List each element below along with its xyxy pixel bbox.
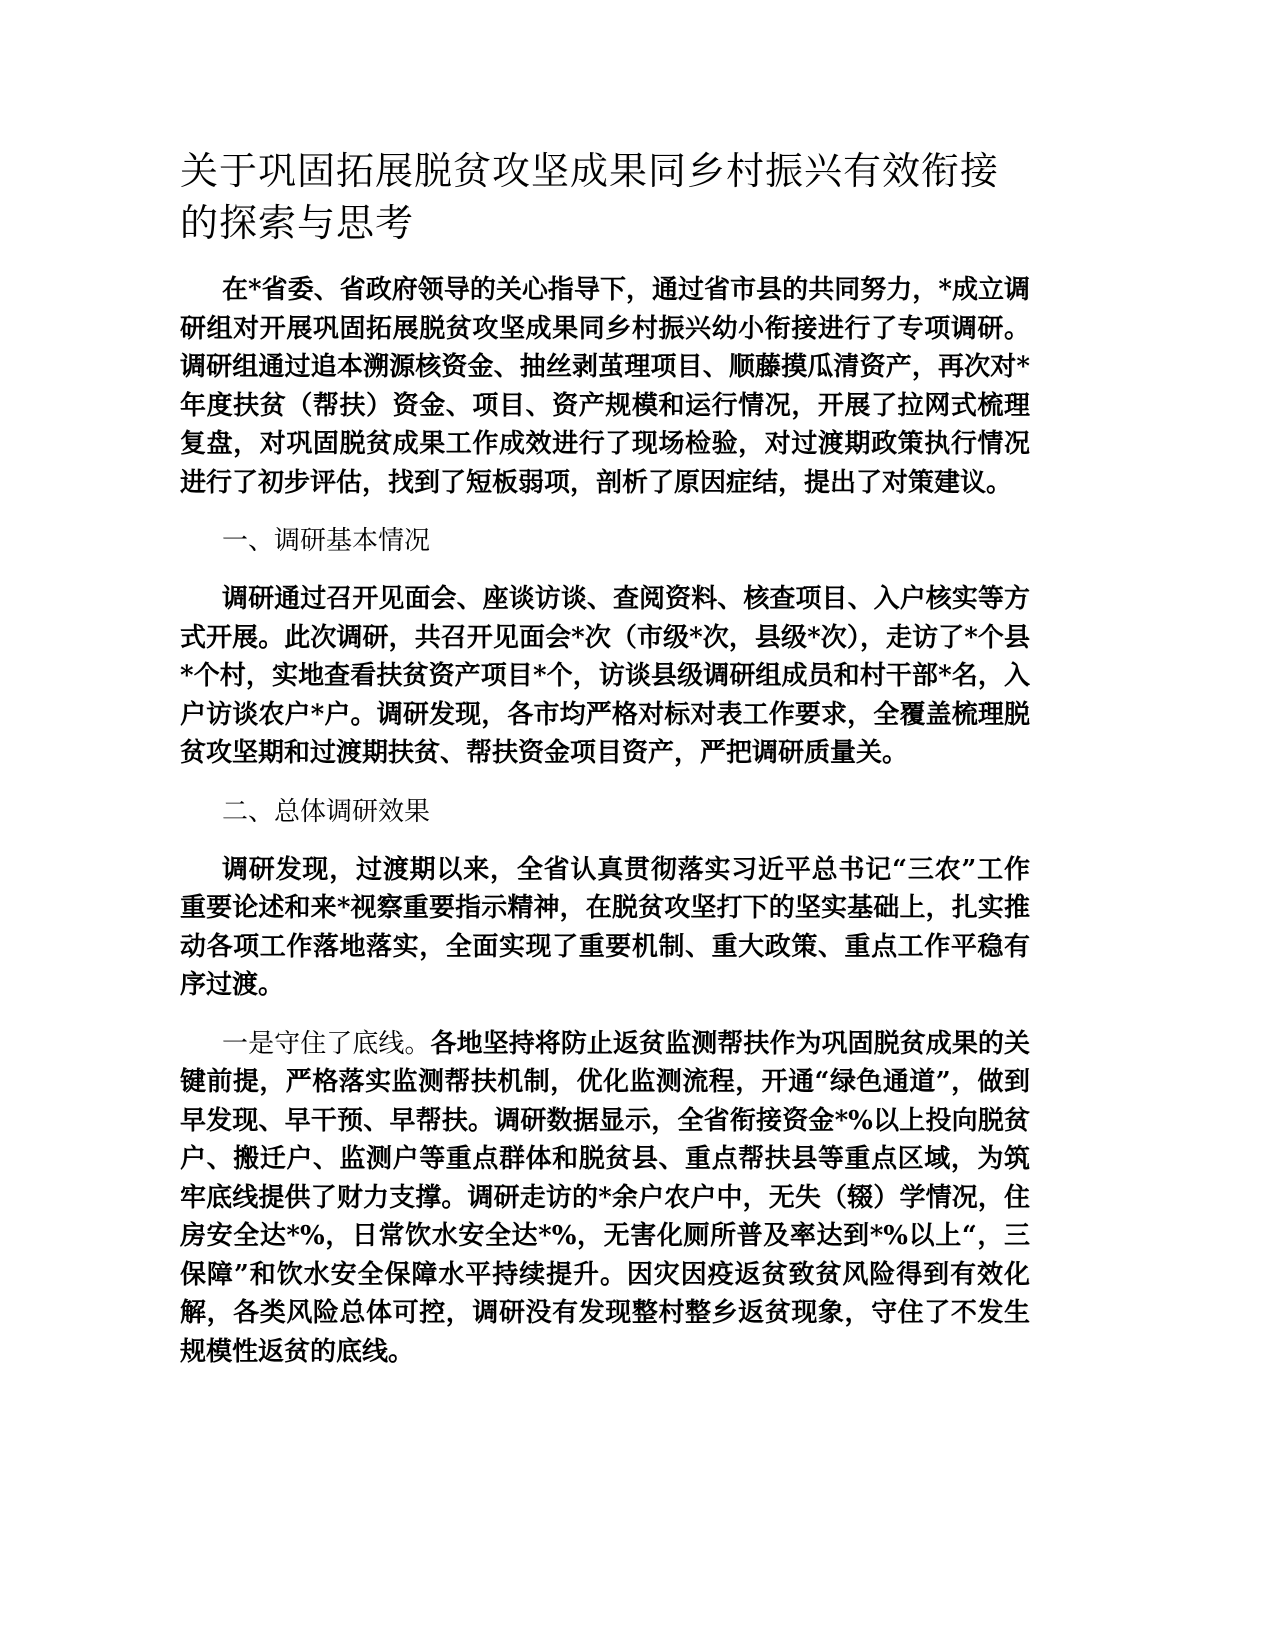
section-heading-overall-effect: 二、总体调研效果 [222, 796, 431, 827]
intro-paragraph: 在*省委、省政府领导的关心指导下，通过省市县的共同努力，*成立调研组对开展巩固拓展脱贫攻坚成果同乡村振兴幼小衔接进行了专项调研。调研组通过追本溯源核资金、抽丝剥茧理项目、顺藤摸瓜清资产，再次对*年度扶贫（帮扶）资金、项目、资产规模和运行情况，开展了拉网式梳理复盘，对巩固脱贫成果工作成效进行了现场检验，对过渡期政策执行情况进行了初步评估，找到了短板弱项，剖析了原因症结，提出了对策建议。 [180, 275, 1030, 498]
document-title: 关于巩固拓展脱贫攻坚成果同乡村振兴有效衔接的探索与思考 [180, 149, 1000, 245]
section-paragraph-overall-effect: 调研发现，过渡期以来，全省认真贯彻落实习近平总书记“三农”工作重要论述和来*视察重要指示精神，在脱贫攻坚打下的坚实基础上，扎实推动各项工作落地落实，全面实现了重要机制、重大政策、重点工作平稳有序过渡。 [180, 854, 1030, 1000]
section-heading-basic-situation: 一、调研基本情况 [222, 526, 431, 556]
point-lead-bottom-line: 一是守住了底线。 [222, 1028, 431, 1059]
point-body-bottom-line: 各地坚持将防止返贫监测帮扶作为巩固脱贫成果的关键前提，严格落实监测帮扶机制，优化监测流程，开通“绿色通道”，做到早发现、早干预、早帮扶。调研数据显示，全省衔接资金*%以上投向脱贫户、搬迁户、监测户等重点群体和脱贫县、重点帮扶县等重点区域，为筑牢底线提供了财力支撑。调研走访的*余户农户中，无失（辍）学情况，住房安全达*%，日常饮水安全达*%，无害化厕所普及率达到*%以上“，三保障”和饮水安全保障水平持续提升。因灾因疫返贫致贫风险得到有效化解，各类风险总体可控，调研没有发现整村整乡返贫现象，守住了不发生规模性返贫的底线。 [180, 1028, 1030, 1367]
document-page [180, 145, 1030, 1391]
point-paragraph-bottom-line [180, 1025, 1030, 1372]
section-paragraph-basic-situation: 调研通过召开见面会、座谈访谈、查阅资料、核查项目、入户核实等方式开展。此次调研，共召开见面会*次（市级*次，县级*次），走访了*个县*个村，实地查看扶贫资产项目*个，访谈县级调研组成员和村干部*名，入户访谈农户*户。调研发现，各市均严格对标对表工作要求，全覆盖梳理脱贫攻坚期和过渡期扶贫、帮扶资金项目资产，严把调研质量关。 [180, 584, 1030, 768]
